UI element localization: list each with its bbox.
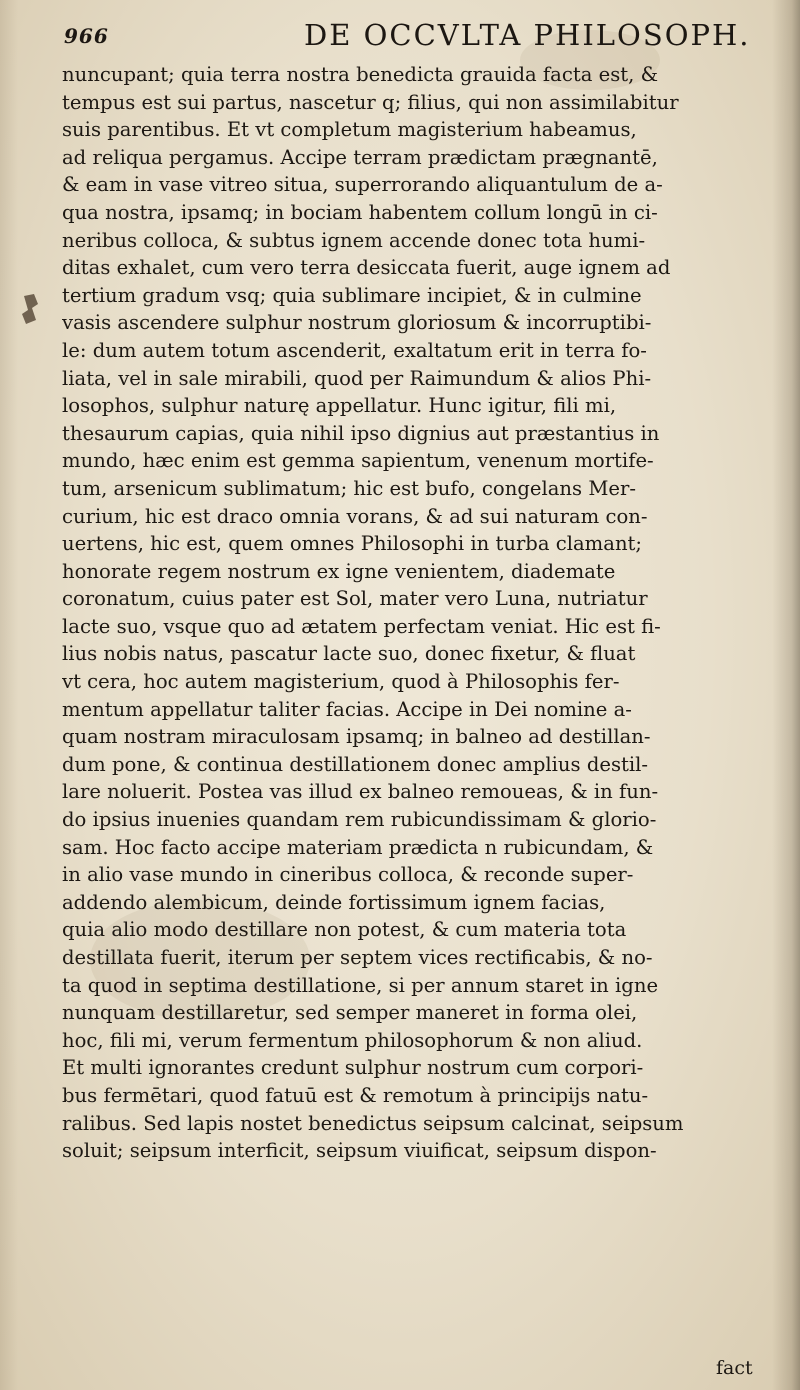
text-line: lacte suo, vsque quo ad ætatem perfectam veniat. Hic est fi-: [62, 614, 661, 638]
text-line: thesaurum capias, quia nihil ipso dignius aut præstantius in: [62, 421, 660, 445]
text-line: soluit; seipsum interficit, seipsum viuificat, seipsum dispon-: [62, 1139, 657, 1163]
text-line: suis parentibus. Et vt completum magisterium habeamus,: [62, 118, 637, 142]
text-line: tertium gradum vsq; quia sublimare incipiet, & in culmine: [62, 283, 642, 307]
text-line: uertens, hic est, quem omnes Philosophi in turba clamant;: [62, 532, 643, 556]
page-number: 966: [64, 24, 109, 48]
text-line: do ipsius inuenies quandam rem rubicundissimam & glorio-: [62, 808, 657, 832]
text-line: nuncupant; quia terra nostra benedicta grauida facta est, &: [62, 63, 659, 86]
text-line: ralibus. Sed lapis nostet benedictus seipsum calcinat, seipsum: [62, 1111, 684, 1135]
text-line: destillata fuerit, iterum per septem vices rectificabis, & no-: [62, 946, 653, 969]
text-line: tempus est sui partus, nascetur q; filius, qui non assimilabitur: [62, 90, 679, 114]
text-line: coronatum, cuius pater est Sol, mater vero Luna, nutriatur: [62, 587, 648, 611]
text-line: tum, arsenicum sublimatum; hic est bufo, congelans Mer-: [62, 476, 636, 500]
text-line: honorate regem nostrum ex igne venientem, diademate: [62, 559, 616, 583]
text-line: lare noluerit. Postea vas illud ex balneo remoueas, & in fun-: [62, 780, 659, 804]
text-line: addendo alembicum, deinde fortissimum ignem facias,: [62, 890, 606, 914]
page-edge-shadow: [772, 0, 800, 1390]
text-line: ad reliqua pergamus. Accipe terram prædictam prægnantē,: [62, 145, 658, 169]
text-line: sam. Hoc facto accipe materiam prædicta n rubicundam, &: [62, 835, 654, 859]
text-line: dum pone, & continua destillationem donec amplius destil-: [62, 752, 649, 776]
text-line: vasis ascendere sulphur nostrum gloriosum & incorruptibi-: [62, 311, 652, 335]
text-line: quia alio modo destillare non potest, & cum materia tota: [62, 918, 627, 942]
text-line: ditas exhalet, cum vero terra desiccata fuerit, auge ignem ad: [62, 256, 671, 280]
text-line: mundo, hæc enim est gemma sapientum, venenum mortife-: [62, 449, 654, 473]
text-line: ta quod in septima destillatione, si per annum staret in igne: [62, 973, 659, 997]
running-title: DE OCCVLTA PHILOSOPH.: [304, 18, 751, 52]
text-line: bus fermētari, quod fatuū est & remotum à principijs natu-: [62, 1083, 649, 1107]
text-line: le: dum autem totum ascenderit, exaltatum erit in terra fo-: [62, 338, 647, 362]
text-line: curium, hic est draco omnia vorans, & ad sui naturam con-: [62, 504, 648, 528]
margin-ink-mark-icon: [16, 292, 42, 326]
text-line: liata, vel in sale mirabili, quod per Raimundum & alios Phi-: [62, 366, 652, 390]
running-head: [64, 18, 764, 58]
text-line: in alio vase mundo in cineribus colloca, & reconde super-: [62, 863, 634, 887]
catchword: fact: [716, 1357, 753, 1379]
text-line: & eam in vase vitreo situa, superrorando aliquantulum de a-: [62, 173, 663, 197]
text-line: qua nostra, ipsamq; in bociam habentem collum longū in ci-: [62, 200, 658, 224]
text-line: losophos, sulphur naturę appellatur. Hunc igitur, fili mi,: [62, 394, 617, 418]
body-text: [62, 61, 774, 1165]
text-line: lius nobis natus, pascatur lacte suo, donec fixetur, & fluat: [62, 642, 636, 666]
text-line: nunquam destillaretur, sed semper maneret in forma olei,: [62, 1001, 638, 1025]
text-line: neribus colloca, & subtus ignem accende donec tota humi-: [62, 228, 646, 252]
text-line: vt cera, hoc autem magisterium, quod à Philosophis fer-: [62, 670, 620, 694]
text-line: Et multi ignorantes credunt sulphur nostrum cum corpori-: [62, 1056, 644, 1080]
page-gutter-shadow: [0, 0, 18, 1390]
text-line: quam nostram miraculosam ipsamq; in balneo ad destillan-: [62, 725, 651, 749]
text-line: mentum appellatur taliter facias. Accipe in Dei nomine a-: [62, 697, 632, 721]
text-line: hoc, fili mi, verum fermentum philosophorum & non aliud.: [62, 1028, 643, 1052]
